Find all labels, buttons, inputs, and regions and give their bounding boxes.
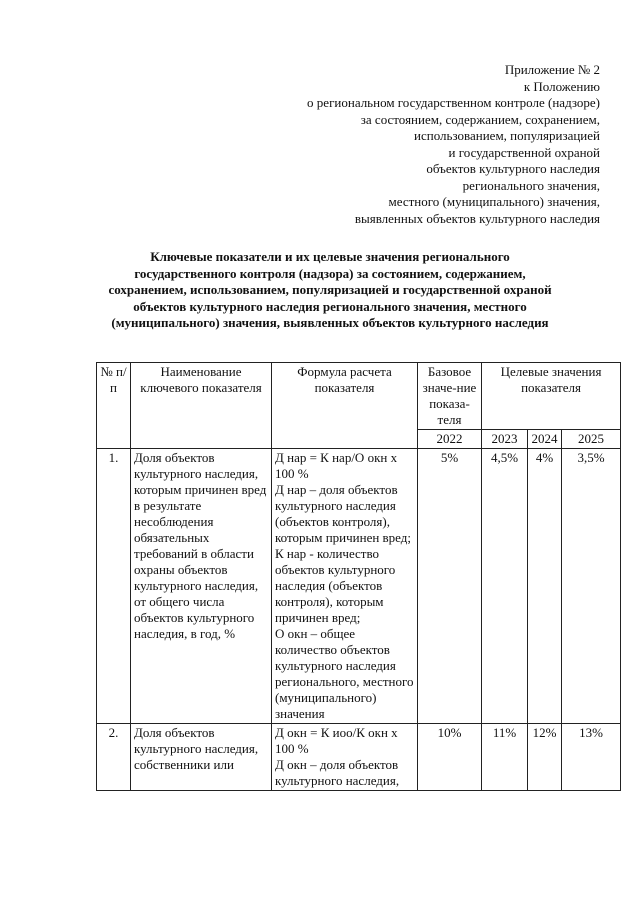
row-base: 10% xyxy=(418,724,482,791)
title-line: государственного контроля (надзора) за состоянием, содержанием, xyxy=(134,265,526,281)
title-line: объектов культурного наследия регионального значения, местного xyxy=(133,298,527,314)
header-year: 2023 xyxy=(482,430,528,449)
appendix-line: местного (муниципального) значения, xyxy=(388,194,600,209)
header-base: Базовое значе-ние показа-теля xyxy=(418,363,482,430)
header-base-year: 2022 xyxy=(418,430,482,449)
row-name: Доля объектов культурного наследия, которым причинен вред в результате несоблюдения обязательных требований в области охраны объектов культурного наследия, от общего числа объектов культурного наследия, в год, % xyxy=(131,449,272,724)
row-formula xyxy=(272,724,418,791)
row-name: Доля объектов культурного наследия, собственники или xyxy=(131,724,272,791)
row-target: 4% xyxy=(528,449,562,724)
header-year: 2025 xyxy=(562,430,621,449)
row-target: 13% xyxy=(562,724,621,791)
formula-line: О окн – общее количество объектов культурного наследия регионального, местного (муниципального) значения xyxy=(275,626,414,721)
appendix-line: регионального значения, xyxy=(462,177,600,193)
appendix-line: о региональном государственном контроле (надзоре) xyxy=(307,95,600,110)
indicators-table xyxy=(96,362,621,791)
row-target: 12% xyxy=(528,724,562,791)
title-line: Ключевые показатели и их целевые значения регионального xyxy=(150,249,510,264)
appendix-line: выявленных объектов культурного наследия xyxy=(354,210,600,226)
row-formula xyxy=(272,449,418,724)
table-row xyxy=(97,449,621,724)
row-target: 3,5% xyxy=(562,449,621,724)
appendix-line: и государственной охраной xyxy=(448,144,600,160)
title-line: (муниципального) значения, выявленных объектов культурного наследия xyxy=(111,315,549,330)
formula-line: Д окн – доля объектов культурного наследия, xyxy=(275,757,400,788)
header-year: 2024 xyxy=(528,430,562,449)
formula-line: Д нар – доля объектов культурного наследия (объектов контроля), которым причинен вред; xyxy=(275,482,412,545)
header-formula: Формула расчета показателя xyxy=(272,363,418,449)
appendix-heading xyxy=(180,62,600,227)
row-num: 2. xyxy=(97,724,131,791)
header-row xyxy=(97,363,621,430)
appendix-line: Приложение № 2 xyxy=(504,62,600,77)
row-target: 4,5% xyxy=(482,449,528,724)
row-base: 5% xyxy=(418,449,482,724)
appendix-line: объектов культурного наследия xyxy=(426,161,600,176)
document-title xyxy=(70,249,590,332)
header-target: Целевые значения показателя xyxy=(482,363,621,430)
table-row xyxy=(97,724,621,791)
row-target: 11% xyxy=(482,724,528,791)
formula-line: К нар - количество объектов культурного наследия (объектов контроля), которым причинен вред; xyxy=(275,546,396,625)
appendix-line: к Положению xyxy=(523,78,600,94)
header-num: № п/п xyxy=(97,363,131,449)
appendix-line: использованием, популяризацией xyxy=(414,128,600,143)
title-line: сохранением, использованием, популяризацией и государственной охраной xyxy=(108,282,552,297)
row-num: 1. xyxy=(97,449,131,724)
header-name: Наименование ключевого показателя xyxy=(131,363,272,449)
appendix-line: за состоянием, содержанием, сохранением, xyxy=(360,111,600,127)
formula-line: Д окн = К иоо/К окн х 100 % xyxy=(275,725,398,756)
formula-line: Д нар = К нар/О окн х 100 % xyxy=(275,450,398,481)
